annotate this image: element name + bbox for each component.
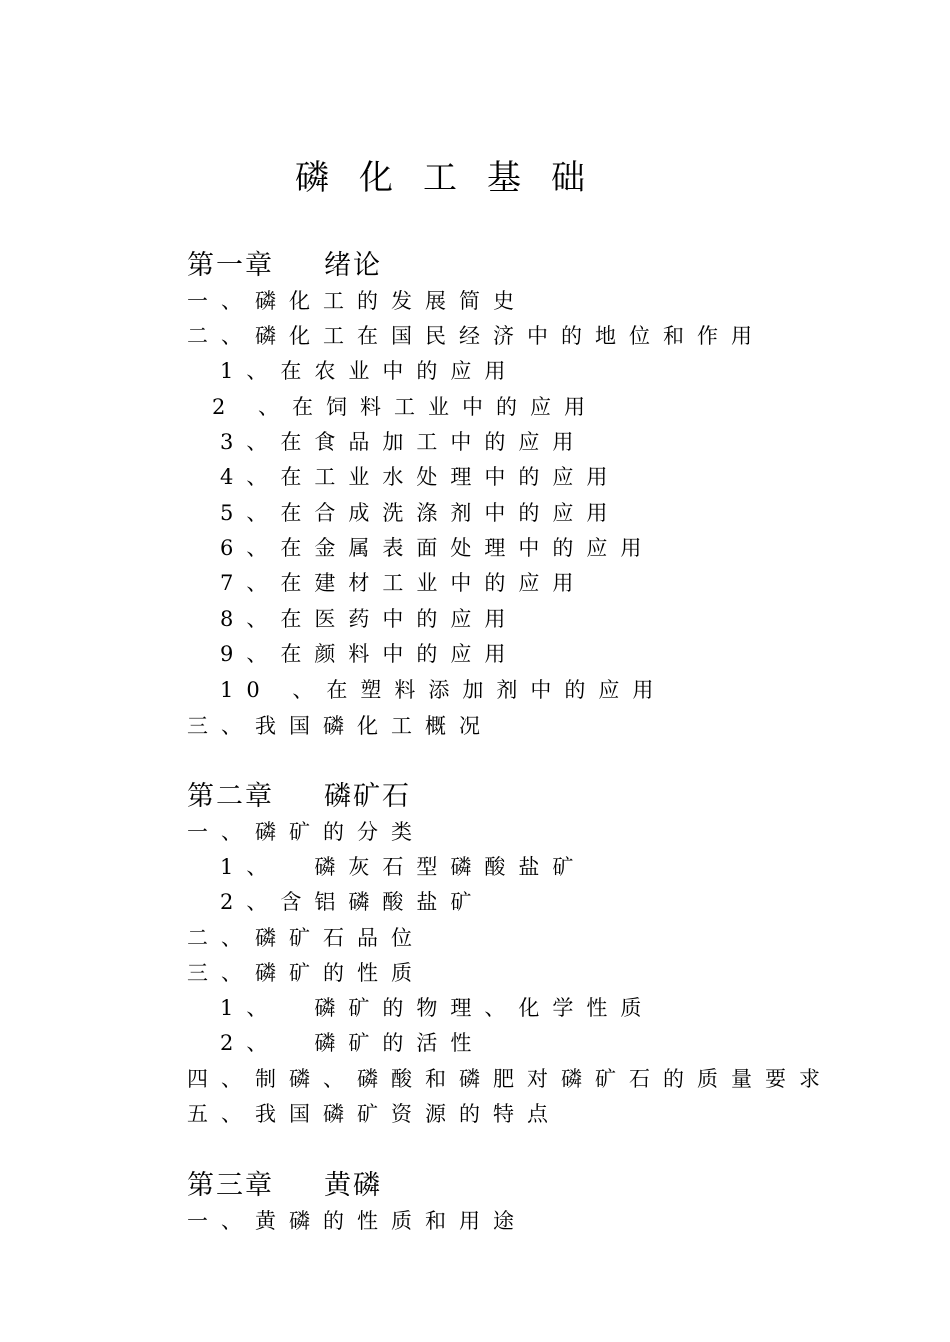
toc-item: 2、含铝磷酸盐矿 [220, 890, 485, 914]
toc-item: 一、磷矿的分类 [187, 820, 425, 844]
toc-item: 一、磷化工的发展简史 [187, 289, 527, 313]
chapter-label: 第三章 [187, 1170, 274, 1201]
toc-item: 2 、在饲料工业中的应用 [212, 395, 599, 419]
toc-item [220, 852, 586, 882]
chapter-name: 磷矿石 [324, 781, 411, 812]
chapter-name: 黄磷 [324, 1170, 382, 1201]
document-title: 磷化工基础 [295, 158, 615, 198]
chapter-heading-3 [187, 1168, 382, 1204]
chapter-label: 第一章 [187, 250, 274, 281]
toc-item: 三、磷矿的性质 [187, 961, 425, 985]
item-text: 磷矿的物理、化学性质 [314, 996, 655, 1020]
toc-item: 3、在食品加工中的应用 [220, 430, 587, 454]
item-number: 1、 [220, 996, 281, 1020]
chapter-heading-2 [187, 779, 411, 815]
toc-item [220, 1028, 484, 1058]
toc-item: 7、在建材工业中的应用 [220, 571, 587, 595]
toc-item: 二、磷化工在国民经济中的地位和作用 [187, 324, 765, 348]
item-text: 磷灰石型磷酸盐矿 [314, 855, 587, 879]
toc-item: 1、在农业中的应用 [220, 359, 519, 383]
toc-item: 三、我国磷化工概况 [187, 714, 493, 738]
item-number: 2、 [220, 1031, 281, 1055]
toc-item: 10 、在塑料添加剂中的应用 [220, 678, 667, 702]
toc-item: 一、黄磷的性质和用途 [187, 1209, 527, 1233]
toc-item: 6、在金属表面处理中的应用 [220, 536, 655, 560]
chapter-label: 第二章 [187, 781, 274, 812]
toc-item: 9、在颜料中的应用 [220, 642, 519, 666]
item-number: 1、 [220, 855, 281, 879]
chapter-heading-1 [187, 248, 382, 284]
toc-item [220, 993, 654, 1023]
toc-item: 8、在医药中的应用 [220, 607, 519, 631]
toc-item: 4、在工业水处理中的应用 [220, 465, 621, 489]
toc-item: 四、制磷、磷酸和磷肥对磷矿石的质量要求 [187, 1067, 833, 1091]
item-text: 磷矿的活性 [314, 1031, 485, 1055]
toc-item: 五、我国磷矿资源的特点 [187, 1102, 561, 1126]
chapter-name: 绪论 [324, 250, 382, 281]
toc-item: 5、在合成洗涤剂中的应用 [220, 501, 621, 525]
toc-item: 二、磷矿石品位 [187, 926, 425, 950]
